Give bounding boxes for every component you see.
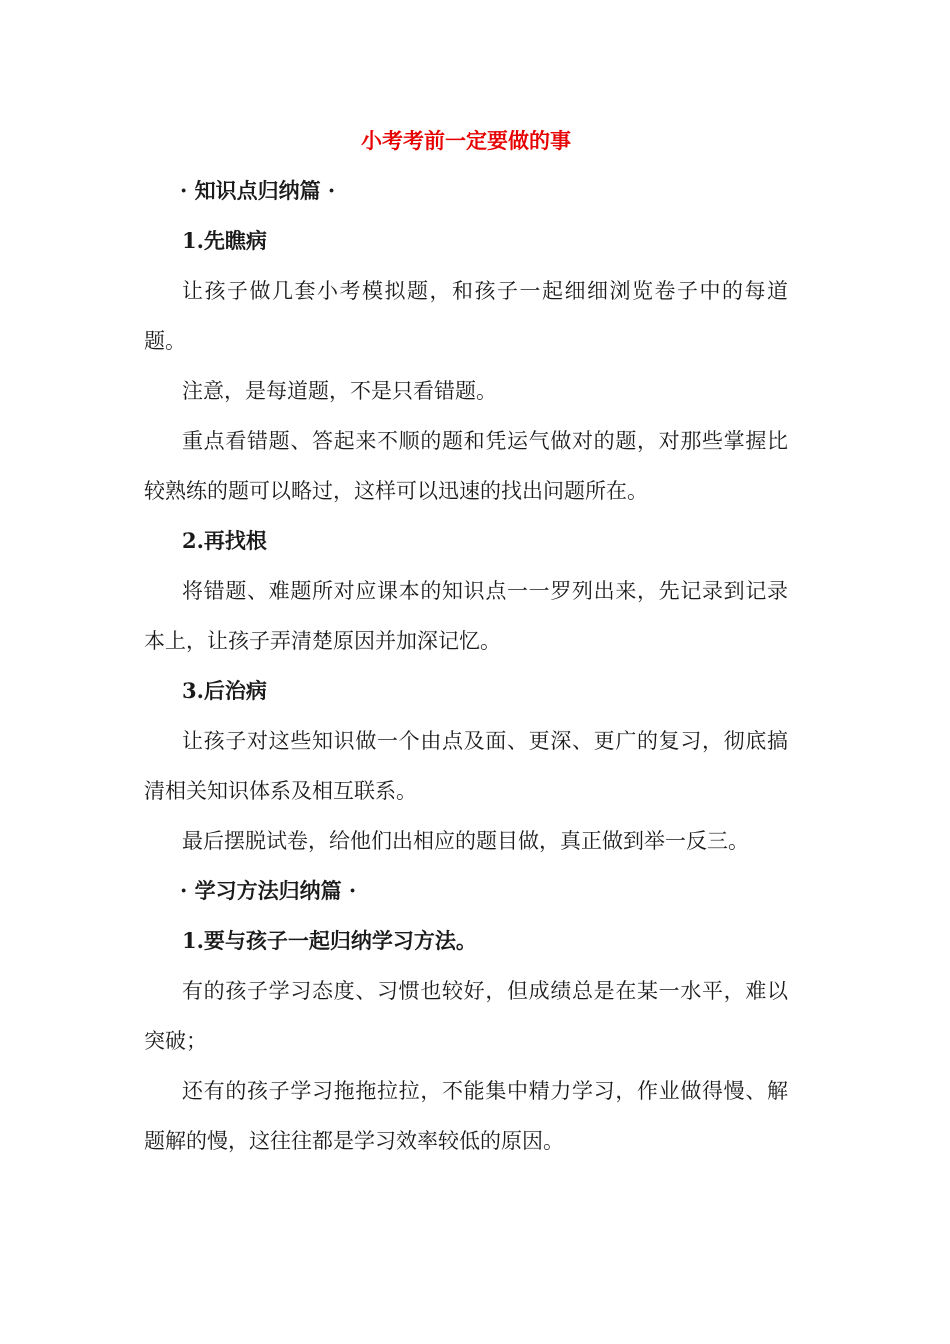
subheading-find-root: 2.再找根 <box>182 528 267 553</box>
paragraph: 最后摆脱试卷，给他们出相应的题目做，真正做到举一反三。 <box>182 829 749 853</box>
subheading-methods-1: 1.要与孩子一起归纳学习方法。 <box>182 928 477 953</box>
paragraph: 将错题、难题所对应课本的知识点一一罗列出来，先记录到记录本上，让孩子弄清楚原因并加深记忆。 <box>144 579 788 653</box>
subheading-treat: 3.后治病 <box>182 678 267 703</box>
subheading-diagnose: 1.先瞧病 <box>182 228 267 253</box>
document-title: 小考考前一定要做的事 <box>361 128 571 153</box>
paragraph: 让孩子做几套小考模拟题，和孩子一起细细浏览卷子中的每道题。 <box>144 279 788 353</box>
paragraph: 有的孩子学习态度、习惯也较好，但成绩总是在某一水平，难以突破； <box>144 979 788 1053</box>
section-heading-methods: · 学习方法归纳篇 · <box>180 878 357 903</box>
paragraph: 让孩子对这些知识做一个由点及面、更深、更广的复习，彻底搞清相关知识体系及相互联系。 <box>144 729 788 803</box>
paragraph: 重点看错题、答起来不顺的题和凭运气做对的题，对那些掌握比较熟练的题可以略过，这样可以迅速的找出问题所在。 <box>144 429 788 503</box>
section-heading-knowledge: · 知识点归纳篇 · <box>180 178 336 203</box>
paragraph: 注意，是每道题，不是只看错题。 <box>182 379 497 403</box>
document-body <box>144 116 788 1166</box>
paragraph: 还有的孩子学习拖拖拉拉，不能集中精力学习，作业做得慢、解题解的慢，这往往都是学习效率较低的原因。 <box>144 1079 788 1153</box>
